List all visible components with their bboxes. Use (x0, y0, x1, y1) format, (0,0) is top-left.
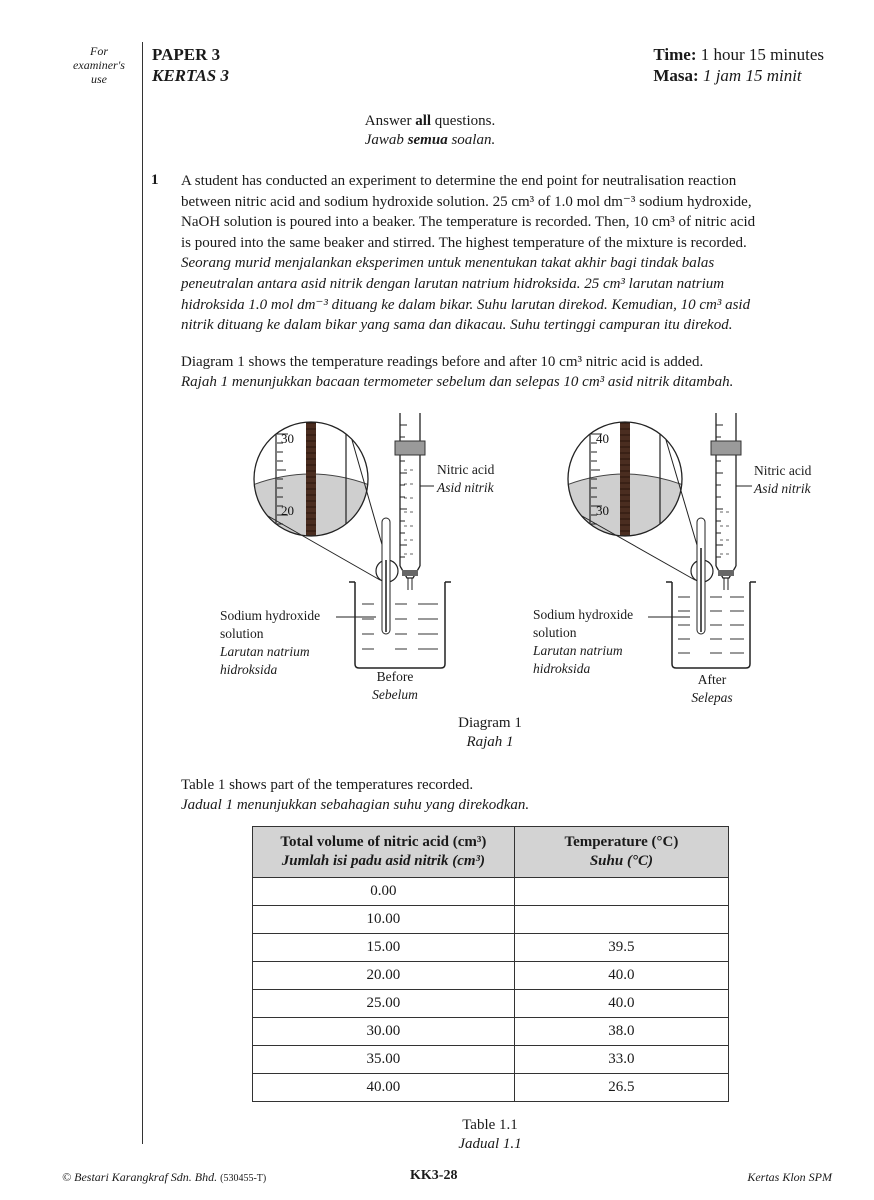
instr-text: Jawab (364, 132, 408, 148)
table-header-row (253, 827, 729, 878)
table-intro-ms: Jadual 1 menunjukkan sebahagian suhu yang direkodkan. (181, 797, 530, 813)
footer-series: Kertas Klon SPM (747, 1170, 832, 1184)
diagram-caption-ms: Rajah 1 (466, 734, 514, 750)
solution-label-en: solution (533, 625, 577, 640)
acid-label-before (437, 461, 494, 497)
table-intro (181, 775, 529, 815)
state-label-after (667, 671, 757, 707)
magnifier-after (564, 420, 694, 546)
burette-before (395, 413, 425, 590)
solution-label-ms: Larutan natrium (533, 643, 623, 658)
table-row (253, 990, 729, 1018)
question-line-en: between nitric acid and sodium hydroxide solution. 25 cm³ of 1.0 mol dm⁻³ sodium hydroxide, (181, 193, 752, 210)
temperature-cell (514, 906, 728, 934)
footer-copyright (62, 1170, 266, 1185)
question-line-en: NaOH solution is poured into a beaker. The temperature is recorded. Then, 10 cm³ of nitric acid (181, 214, 756, 231)
temperature-cell: 33.0 (514, 1046, 728, 1074)
volume-cell: 40.00 (253, 1074, 515, 1102)
scale-label-after-bottom: 30 (596, 503, 609, 518)
table-row (253, 934, 729, 962)
temperature-cell: 26.5 (514, 1074, 728, 1102)
solution-after (678, 597, 744, 653)
table-row (253, 878, 729, 906)
state-label-en: After (697, 672, 727, 687)
footer-publisher: © Bestari Karangkraf Sdn. Bhd. (62, 1170, 218, 1184)
state-label-ms: Sebelum (372, 687, 418, 702)
solution-label-before (220, 607, 320, 679)
volume-cell: 25.00 (253, 990, 515, 1018)
state-label-ms: Selepas (691, 690, 733, 705)
instr-text: soalan. (447, 132, 496, 148)
temperature-cell: 40.0 (514, 962, 728, 990)
scale-label-after-top: 40 (596, 431, 609, 446)
state-label-en: Before (376, 669, 414, 684)
column-header-volume (253, 827, 515, 878)
volume-cell: 30.00 (253, 1018, 515, 1046)
volume-cell: 15.00 (253, 934, 515, 962)
temperature-cell: 40.0 (514, 990, 728, 1018)
scale-label-before-top: 30 (281, 431, 294, 446)
column-header-ms: Jumlah isi padu asid nitrik (cm³) (281, 853, 486, 869)
instr-emphasis: all (415, 113, 432, 129)
temperature-cell: 39.5 (514, 934, 728, 962)
burette-after (711, 413, 741, 590)
examiner-note-line: use (91, 72, 107, 86)
volume-cell: 10.00 (253, 906, 515, 934)
state-label-before (350, 668, 440, 704)
volume-cell: 0.00 (253, 878, 515, 906)
time-label-en: Time: (653, 45, 697, 64)
column-header-en: Temperature (°C) (564, 834, 679, 850)
solution-label-en: Sodium hydroxide (220, 608, 321, 623)
solution-before (362, 604, 438, 649)
table-row (253, 1018, 729, 1046)
question-number: 1 (151, 172, 159, 188)
diagram-caption (390, 714, 590, 752)
table-row (253, 962, 729, 990)
time-value-en: 1 hour 15 minutes (700, 45, 824, 64)
examiner-note-line: examiner's (73, 58, 125, 72)
solution-label-ms: hidroksida (533, 661, 591, 676)
question-line-ms: Seorang murid menjalankan eksperimen untuk menentukan takat akhir bagi tindak balas (181, 255, 715, 272)
table-caption-en: Table 1.1 (462, 1117, 518, 1133)
time-value-ms: 1 jam 15 minit (702, 66, 802, 85)
question-line-ms: hidroksida 1.0 mol dm⁻³ dituang ke dalam bikar. Suhu larutan direkod. Kemudian, 10 cm³ asid (181, 296, 751, 313)
diagram-intro-en: Diagram 1 shows the temperature readings before and after 10 cm³ nitric acid is added. (181, 354, 704, 370)
magnifier-before (250, 420, 380, 546)
solution-label-en: solution (220, 626, 264, 641)
table-caption-ms: Jadual 1.1 (458, 1136, 522, 1152)
instr-text: questions. (431, 113, 496, 129)
paper-title-ms: KERTAS 3 (152, 66, 230, 85)
acid-label-after (754, 462, 811, 498)
acid-label-en: Nitric acid (437, 462, 495, 477)
footer-page-code: KK3-28 (410, 1168, 458, 1183)
question-line-ms: peneutralan antara asid nitrik dengan larutan natrium hidroksida. 25 cm³ larutan natrium (181, 275, 725, 292)
instr-emphasis: semua (407, 132, 448, 148)
table-caption (390, 1116, 590, 1154)
diagram-intro-ms: Rajah 1 menunjukkan bacaan termometer sebelum dan selepas 10 cm³ asid nitrik ditambah. (181, 374, 734, 390)
examiner-note-line: For (90, 44, 108, 58)
table-row (253, 1074, 729, 1102)
temperature-cell (514, 878, 728, 906)
question-line-en: is poured into the same beaker and stirred. The highest temperature of the mixture is recorded. (181, 234, 747, 251)
table-intro-en: Table 1 shows part of the temperatures recorded. (181, 777, 474, 793)
column-header-temperature (514, 827, 728, 878)
column-header-ms: Suhu (°C) (589, 853, 653, 869)
acid-label-en: Nitric acid (754, 463, 812, 478)
solution-label-ms: Larutan natrium (220, 644, 310, 659)
data-table (252, 826, 729, 1102)
time-label-ms: Masa: (653, 66, 699, 85)
acid-label-ms: Asid nitrik (754, 481, 811, 496)
column-header-en: Total volume of nitric acid (cm³) (280, 834, 487, 850)
diagram-caption-en: Diagram 1 (458, 715, 522, 731)
beaker-before (355, 582, 445, 668)
solution-label-after (533, 606, 633, 678)
volume-cell: 20.00 (253, 962, 515, 990)
acid-label-ms: Asid nitrik (437, 480, 494, 495)
temperature-cell: 38.0 (514, 1018, 728, 1046)
footer-reg: (530455-T) (220, 1173, 267, 1184)
paper-title-en: PAPER 3 (152, 45, 221, 64)
table-row (253, 1046, 729, 1074)
question-line-en: A student has conducted an experiment to determine the end point for neutralisation reaction (181, 173, 737, 189)
instr-text: Answer (364, 113, 416, 129)
question-line-ms: nitrik dituang ke dalam bikar yang sama dan dikacau. Suhu tertinggi campuran itu direkod. (181, 317, 733, 334)
solution-label-en: Sodium hydroxide (533, 607, 634, 622)
table-row (253, 906, 729, 934)
scale-label-before-bottom: 20 (281, 503, 294, 518)
solution-label-ms: hidroksida (220, 662, 278, 677)
volume-cell: 35.00 (253, 1046, 515, 1074)
